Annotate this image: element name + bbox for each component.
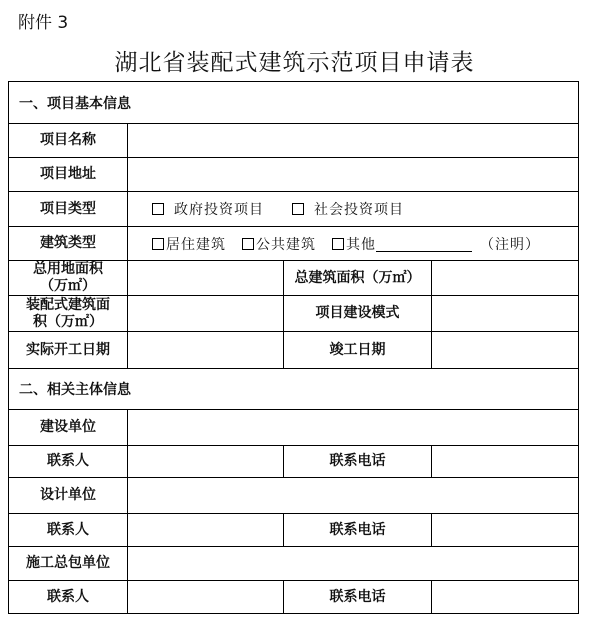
developer-phone-label: 联系电话 <box>284 446 432 478</box>
actual-start-date-label: 实际开工日期 <box>9 332 128 369</box>
section-header-row <box>9 369 579 410</box>
project-type-options <box>128 192 579 227</box>
specify-note: （注明） <box>480 236 540 253</box>
table-row <box>9 158 579 192</box>
table-row <box>9 124 579 158</box>
developer-phone-field[interactable] <box>432 446 579 478</box>
construction-mode-label: 项目建设模式 <box>284 296 432 332</box>
section-header-project-info: 一、项目基本信息 <box>9 82 579 124</box>
building-type-options <box>128 227 579 261</box>
developer-contact-field[interactable] <box>128 446 284 478</box>
government-investment-checkbox[interactable] <box>152 203 164 215</box>
actual-start-date-field[interactable] <box>128 332 284 369</box>
project-address-label: 项目地址 <box>9 158 128 192</box>
total-land-area-field[interactable] <box>128 261 284 296</box>
table-row <box>9 410 579 446</box>
total-land-area-label-line2: （万㎡） <box>40 278 96 294</box>
project-name-field[interactable] <box>128 124 579 158</box>
other-checkbox[interactable] <box>332 238 344 250</box>
designer-field[interactable] <box>128 478 579 514</box>
contractor-phone-label: 联系电话 <box>284 581 432 614</box>
table-row <box>9 581 579 614</box>
table-row <box>9 192 579 227</box>
completion-date-field[interactable] <box>432 332 579 369</box>
section-header-row <box>9 82 579 124</box>
application-form-table <box>8 81 579 614</box>
table-row <box>9 514 579 547</box>
developer-label: 建设单位 <box>9 410 128 446</box>
designer-contact-field[interactable] <box>128 514 284 547</box>
designer-phone-label: 联系电话 <box>284 514 432 547</box>
form-title: 湖北省装配式建筑示范项目申请表 <box>114 50 475 76</box>
building-type-label: 建筑类型 <box>9 227 128 261</box>
project-name-label: 项目名称 <box>9 124 128 158</box>
project-address-field[interactable] <box>128 158 579 192</box>
social-investment-checkbox[interactable] <box>292 203 304 215</box>
public-building-label: 公共建筑 <box>256 236 316 253</box>
table-row <box>9 547 579 581</box>
contractor-phone-field[interactable] <box>432 581 579 614</box>
table-row <box>9 478 579 514</box>
contractor-contact-field[interactable] <box>128 581 284 614</box>
contractor-label: 施工总包单位 <box>9 547 128 581</box>
designer-label: 设计单位 <box>9 478 128 514</box>
prefab-building-area-label-line1: 装配式建筑面 <box>26 296 110 313</box>
project-type-label: 项目类型 <box>9 192 128 227</box>
other-label: 其他 <box>346 236 376 253</box>
table-row <box>9 261 579 296</box>
residential-label: 居住建筑 <box>166 236 226 253</box>
completion-date-label: 竣工日期 <box>284 332 432 369</box>
contractor-contact-label: 联系人 <box>9 581 128 614</box>
table-row <box>9 332 579 369</box>
prefab-building-area-label-line2: 积（万㎡） <box>33 313 103 330</box>
table-row <box>9 227 579 261</box>
total-building-area-label: 总建筑面积（万㎡） <box>284 261 432 296</box>
public-building-checkbox[interactable] <box>242 238 254 250</box>
section-header-parties: 二、相关主体信息 <box>9 369 579 410</box>
government-investment-label: 政府投资项目 <box>174 202 264 218</box>
prefab-building-area-label <box>9 296 128 332</box>
developer-contact-label: 联系人 <box>9 446 128 478</box>
construction-mode-field[interactable] <box>432 296 579 332</box>
designer-contact-label: 联系人 <box>9 514 128 547</box>
social-investment-label: 社会投资项目 <box>314 202 404 218</box>
total-land-area-label-line1: 总用地面积 <box>33 261 103 277</box>
table-row <box>9 446 579 478</box>
table-row <box>9 296 579 332</box>
contractor-field[interactable] <box>128 547 579 581</box>
total-building-area-field[interactable] <box>432 261 579 296</box>
residential-checkbox[interactable] <box>152 238 164 250</box>
other-specify-field[interactable] <box>376 237 472 252</box>
prefab-building-area-field[interactable] <box>128 296 284 332</box>
developer-field[interactable] <box>128 410 579 446</box>
designer-phone-field[interactable] <box>432 514 579 547</box>
total-land-area-label <box>9 261 128 296</box>
attachment-label: 附件 3 <box>18 13 69 33</box>
